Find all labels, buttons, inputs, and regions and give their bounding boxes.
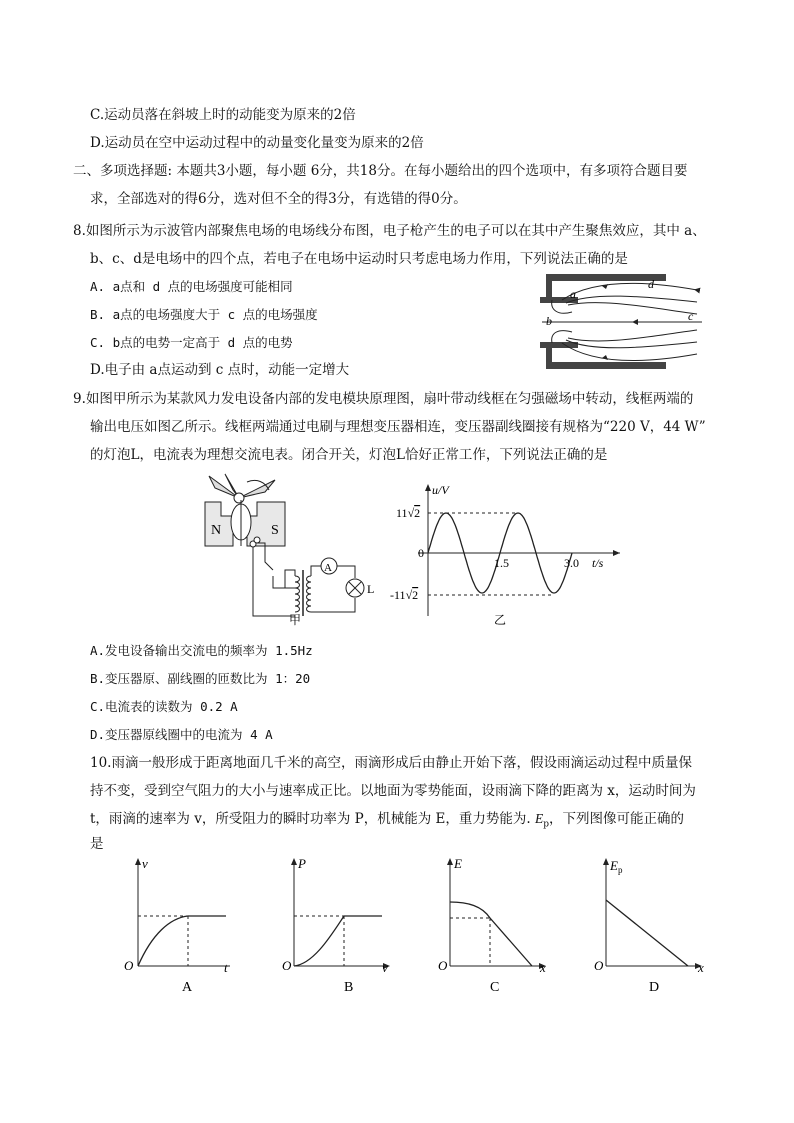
section-2-instructions: 求，全部选对的得6分，选对但不全的得3分，有选错的得0分。 [90,191,467,207]
field-lines [542,283,702,360]
graph-d-line [606,900,688,966]
primary-coil [295,576,300,612]
q9-stem-line2: 输出电压如图乙所示。线框两端通过电刷与理想变压器相连，变压器副线圈接有规格为“220 V，44 W” [90,419,706,435]
t-tick-1.5: 1.5 [494,556,509,570]
y-min-label: -11√2 [390,588,419,602]
graph-c-caption: C [490,980,500,995]
graph-a-caption: A [182,980,193,995]
graph-c-curve [450,902,532,966]
graph-b-y-label: P [298,856,306,871]
q8-field-diagram [532,270,707,382]
q9-option-a: A.发电设备输出交流电的频率为 1.5Hz [90,643,313,658]
graph-b-x-label: v [382,960,388,975]
q9-stem-line3: 的灯泡L，电流表为理想交流电表。闭合开关，灯泡L恰好正常工作，下列说法正确的是 [90,447,608,463]
figure-yi-caption: 乙 [494,613,507,626]
secondary-coil [307,576,312,612]
magnet-south [247,502,285,546]
graph-a-y-label: v [142,856,148,871]
q9-stem-line1: 9.如图甲所示为某款风力发电设备内部的发电模块原理图，扇叶带动线框在匀强磁场中转动，线框两端的 [73,391,694,407]
q7-option-d: D.运动员在空中运动过程中的动量变化量变为原来的2倍 [90,135,424,151]
bottom-right-plate [546,362,666,369]
point-a-label: a [570,287,576,301]
graph-b-origin: O [282,958,292,973]
fan-blades [209,474,275,503]
graph-b-caption: B [344,980,354,995]
graph-d-y-label: $E_p$ [610,858,623,875]
q9-option-d: D.变压器原线圈中的电流为 4 A [90,727,273,742]
graph-d-caption: D [649,980,660,995]
point-c-label: c [688,309,694,323]
q9-voltage-graph [388,476,628,626]
q10-graph-b [282,854,412,999]
q9-option-c: C.电流表的读数为 0.2 A [90,699,238,714]
origin-label: 0 [418,546,424,560]
graph-d-origin: O [594,958,604,973]
graph-c-x-label: x [540,960,546,975]
y-axis-label: u/V [432,483,449,497]
q10-graph-d [594,854,724,999]
t-axis-label: t/s [592,556,604,570]
q10-stem-line4: 是 [90,836,104,852]
q8-stem-line2: b、c、d是电场中的四个点，若电子在电场中运动时只考虑电场力作用，下列说法正确的是 [90,251,628,267]
bottom-left-plate [546,346,552,364]
figure-jia-caption: 甲 [289,613,302,626]
q10-stem-line1: 10.雨滴一般形成于距离地面几千米的高空，雨滴形成后由静止开始下落，假设雨滴运动过程中质量保 [90,755,692,771]
q8-option-d: D.电子由 a点运动到 c 点时，动能一定增大 [90,362,350,378]
q8-option-c: C. b点的电势一定高于 d 点的电势 [90,335,293,350]
q8-stem-line1: 8.如图所示为示波管内部聚焦电场的电场线分布图，电子枪产生的电子可以在其中产生聚焦效应，其中 a、 [73,223,706,239]
graph-c-y-label: E [454,856,462,871]
q10-stem-line2: 持不变，受到空气阻力的大小与速率成正比。以地面为零势能面，设雨滴下降的距离为 x，运动时间为 [90,783,696,799]
south-pole-label: S [271,523,279,538]
q10-stem-line3: t，雨滴的速率为 v，所受阻力的瞬时功率为 P，机械能为 E，重力势能为. $E_p$，下列图像可能正确的 [90,811,684,830]
top-left-plate [546,281,552,299]
graph-a-x-label: t [224,960,228,975]
north-pole-label: N [211,523,222,538]
q7-option-c: C.运动员落在斜坡上时的动能变为原来的2倍 [90,107,356,123]
q8-option-b: B. a点的电场强度大于 c 点的电场强度 [90,307,318,322]
q10-graph-c [438,854,568,999]
graph-b-curve [294,916,382,966]
point-b-label: b [546,314,552,328]
lamp-label: L [367,582,375,596]
lamp [346,579,364,597]
point-d-label: d [648,277,654,291]
graph-c-origin: O [438,958,448,973]
q10-graph-a [118,854,248,999]
graph-a-curve [138,916,226,966]
q9-option-b: B.变压器原、副线圈的匝数比为 1：20 [90,671,311,686]
ammeter-label: A [324,562,332,574]
graph-d-x-label: x [698,960,704,975]
q8-option-a: A. a点和 d 点的电场强度可能相同 [90,279,293,294]
t-tick-3.0: 3.0 [564,556,579,570]
y-max-label: 11√2 [396,506,421,520]
graph-a-origin: O [124,958,134,973]
section-2-heading: 二、多项选择题: 本题共3小题，每小题 6分，共18分。在每小题给出的四个选项中，有多项符合题目要 [73,163,688,179]
q9-generator-diagram [195,470,385,626]
